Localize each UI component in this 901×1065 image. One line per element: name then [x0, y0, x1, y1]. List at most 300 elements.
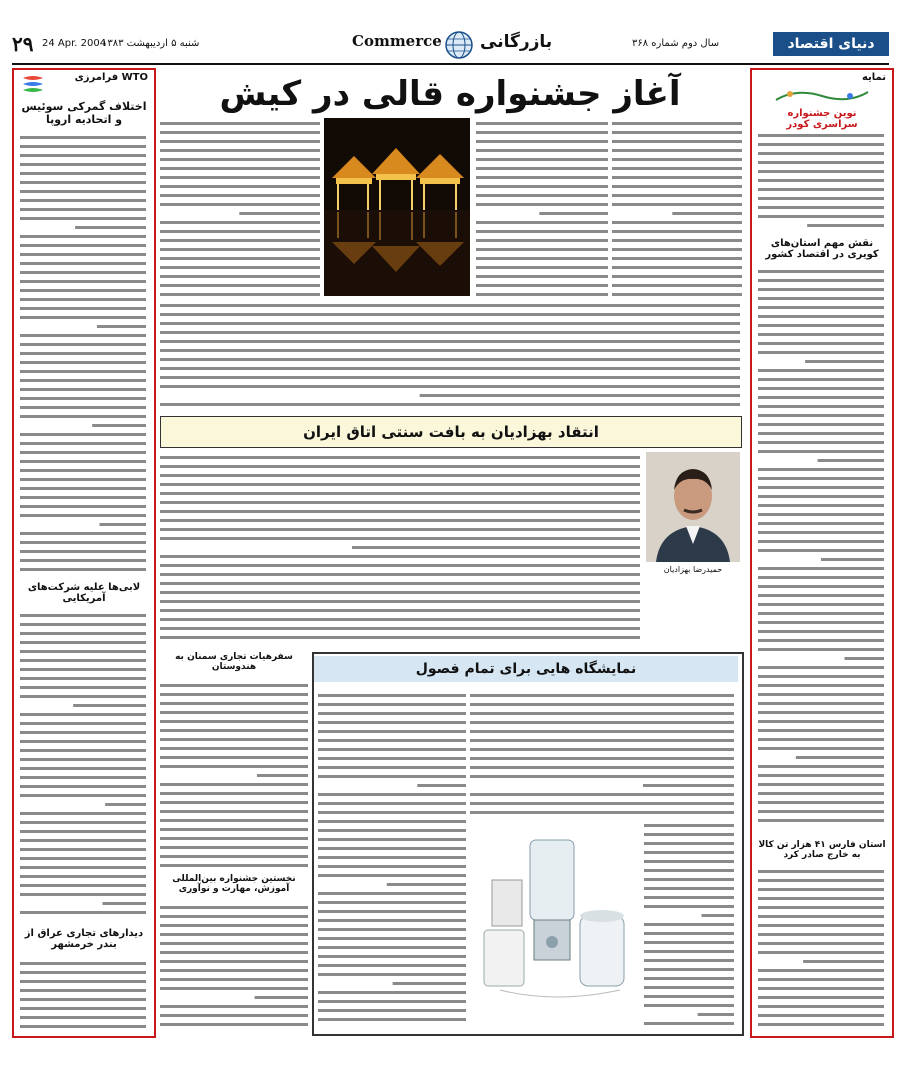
- text-line: [318, 793, 466, 796]
- text-line: [758, 675, 884, 678]
- text-line: [20, 136, 146, 139]
- column-headline: نخستین جشنواره بین‌المللی آموزش، مهارت و نوآوری: [172, 874, 296, 894]
- text-line: [318, 946, 466, 949]
- text-line: [160, 194, 320, 197]
- text-line: [20, 181, 146, 184]
- text-line: [318, 874, 466, 877]
- text-line: [20, 208, 146, 211]
- text-line: [160, 239, 320, 242]
- text-line: [318, 775, 466, 778]
- text-line: [257, 774, 308, 777]
- text-line: [20, 568, 146, 571]
- text-line: [758, 170, 884, 173]
- text-line: [612, 140, 742, 143]
- text-line: [612, 185, 742, 188]
- text-line: [476, 158, 608, 161]
- text-line: [20, 496, 146, 499]
- text-line: [20, 713, 146, 716]
- text-line: [420, 394, 740, 397]
- text-line: [758, 495, 884, 498]
- text-line: [758, 870, 884, 873]
- text-line: [807, 224, 884, 227]
- text-line: [20, 262, 146, 265]
- text-line: [758, 351, 884, 354]
- text-line: [318, 1018, 466, 1021]
- sidebar-headline: لابی‌ها علیه شرکت‌های آمریکایی: [27, 582, 141, 604]
- text-line: [476, 122, 608, 125]
- text-line: [644, 824, 734, 827]
- text-line: [20, 433, 146, 436]
- text-line: [758, 585, 884, 588]
- text-line: [758, 729, 884, 732]
- text-line: [160, 149, 320, 152]
- text-line: [20, 740, 146, 743]
- text-line: [160, 969, 308, 972]
- text-line: [20, 460, 146, 463]
- text-line: [758, 387, 884, 390]
- text-line: [758, 801, 884, 804]
- text-line: [758, 747, 884, 750]
- text-line: [160, 801, 308, 804]
- text-line: [818, 459, 884, 462]
- text-line: [318, 937, 466, 940]
- text-line: [470, 802, 734, 805]
- text-line: [160, 501, 640, 504]
- text-line: [20, 686, 146, 689]
- text-line: [470, 775, 734, 778]
- text-line: [318, 865, 466, 868]
- text-line: [470, 730, 734, 733]
- banner-graphic-icon: [770, 88, 874, 104]
- text-line: [758, 933, 884, 936]
- text-line: [160, 257, 320, 260]
- text-line: [160, 248, 320, 251]
- sidebar-headline: نقش مهم استان‌های کویری در اقتصاد کشور: [765, 238, 879, 260]
- text-line: [160, 702, 308, 705]
- text-line: [20, 821, 146, 824]
- text-line: [476, 257, 608, 260]
- text-line: [160, 693, 308, 696]
- text-line: [758, 1014, 884, 1017]
- text-line: [387, 883, 466, 886]
- text-line: [160, 158, 320, 161]
- text-line: [102, 902, 146, 905]
- text-line: [476, 248, 608, 251]
- text-line: [758, 774, 884, 777]
- right-sidebar: [750, 68, 894, 1038]
- text-line: [644, 905, 734, 908]
- text-line: [160, 313, 740, 316]
- text-line: [612, 239, 742, 242]
- text-line: [758, 576, 884, 579]
- text-line: [476, 149, 608, 152]
- text-line: [758, 504, 884, 507]
- text-line: [20, 812, 146, 815]
- text-line: [644, 959, 734, 962]
- text-line: [470, 739, 734, 742]
- text-line: [758, 486, 884, 489]
- text-line: [160, 828, 308, 831]
- text-line: [612, 284, 742, 287]
- text-line: [160, 474, 640, 477]
- text-line: [318, 1009, 466, 1012]
- text-line: [758, 188, 884, 191]
- text-line: [20, 677, 146, 680]
- text-line: [758, 432, 884, 435]
- text-line: [20, 343, 146, 346]
- text-line: [160, 555, 640, 558]
- text-line: [20, 397, 146, 400]
- sidebar-label: فرامرزی WTO: [74, 72, 148, 83]
- text-line: [20, 767, 146, 770]
- sidebar-label: نمایه: [861, 72, 886, 83]
- text-line: [476, 194, 608, 197]
- text-line: [476, 293, 608, 296]
- text-line: [758, 152, 884, 155]
- text-line: [758, 783, 884, 786]
- section-title-english: Commerce: [352, 32, 442, 50]
- text-line: [803, 960, 884, 963]
- text-line: [20, 884, 146, 887]
- text-line: [644, 860, 734, 863]
- text-line: [758, 888, 884, 891]
- text-line: [160, 747, 308, 750]
- text-line: [758, 161, 884, 164]
- text-line: [758, 378, 884, 381]
- body-text-block: [20, 610, 146, 920]
- text-line: [758, 897, 884, 900]
- text-line: [758, 414, 884, 417]
- text-line: [160, 275, 320, 278]
- text-line: [20, 487, 146, 490]
- text-line: [796, 756, 884, 759]
- text-line: [20, 298, 146, 301]
- text-line: [612, 266, 742, 269]
- text-line: [318, 712, 466, 715]
- text-line: [20, 352, 146, 355]
- text-line: [20, 749, 146, 752]
- body-text-block: [758, 866, 884, 1032]
- text-line: [160, 978, 308, 981]
- text-line: [758, 621, 884, 624]
- text-line: [758, 405, 884, 408]
- text-line: [160, 600, 640, 603]
- article-body: [160, 452, 640, 646]
- date-persian: شنبه ۵ اردیبهشت ۱۳۸۳: [102, 38, 200, 49]
- text-line: [758, 288, 884, 291]
- text-line: [160, 284, 320, 287]
- text-line: [20, 316, 146, 319]
- text-line: [758, 306, 884, 309]
- text-line: [160, 519, 640, 522]
- text-line: [160, 864, 308, 867]
- text-line: [160, 1023, 308, 1026]
- text-line: [758, 315, 884, 318]
- text-line: [160, 385, 740, 388]
- text-line: [758, 441, 884, 444]
- text-line: [758, 630, 884, 633]
- text-line: [20, 632, 146, 635]
- text-line: [318, 892, 466, 895]
- body-text-block: [758, 130, 884, 230]
- text-line: [644, 932, 734, 935]
- text-line: [758, 996, 884, 999]
- text-line: [160, 483, 640, 486]
- text-line: [160, 230, 320, 233]
- text-line: [758, 639, 884, 642]
- text-line: [160, 221, 320, 224]
- text-line: [160, 582, 640, 585]
- text-line: [20, 650, 146, 653]
- text-line: [97, 325, 146, 328]
- text-line: [612, 131, 742, 134]
- text-line: [20, 451, 146, 454]
- text-line: [160, 528, 640, 531]
- text-line: [470, 694, 734, 697]
- text-line: [20, 388, 146, 391]
- text-line: [758, 987, 884, 990]
- text-line: [758, 369, 884, 372]
- text-line: [758, 342, 884, 345]
- appliances-photo: [470, 820, 640, 1010]
- text-line: [758, 1023, 884, 1026]
- text-line: [758, 215, 884, 218]
- text-line: [20, 163, 146, 166]
- text-line: [644, 950, 734, 953]
- text-line: [20, 541, 146, 544]
- text-line: [318, 811, 466, 814]
- text-line: [318, 955, 466, 958]
- festival-night-photo: [324, 118, 470, 296]
- text-line: [702, 914, 734, 917]
- text-line: [612, 194, 742, 197]
- text-line: [75, 226, 146, 229]
- section-title-persian: بازرگانی: [480, 32, 553, 52]
- text-line: [644, 842, 734, 845]
- text-line: [20, 361, 146, 364]
- text-line: [20, 253, 146, 256]
- box-body-text: [644, 820, 734, 1026]
- text-line: [758, 206, 884, 209]
- text-line: [758, 738, 884, 741]
- text-line: [20, 307, 146, 310]
- text-line: [160, 756, 308, 759]
- text-line: [20, 550, 146, 553]
- text-line: [20, 370, 146, 373]
- text-line: [758, 915, 884, 918]
- text-line: [644, 1022, 734, 1025]
- banner-title: نوین جشنواره سراسری کودر: [786, 108, 858, 130]
- text-line: [20, 406, 146, 409]
- text-line: [20, 971, 146, 974]
- text-line: [160, 1005, 308, 1008]
- text-line: [758, 720, 884, 723]
- text-line: [758, 702, 884, 705]
- text-line: [99, 523, 146, 526]
- text-line: [160, 122, 320, 125]
- text-line: [758, 666, 884, 669]
- issue-info: سال دوم شماره ۳۶۸: [632, 38, 720, 49]
- newspaper-logo: دنیای اقتصاد: [773, 32, 889, 56]
- text-line: [644, 833, 734, 836]
- text-line: [644, 878, 734, 881]
- text-line: [160, 960, 308, 963]
- text-line: [160, 176, 320, 179]
- text-line: [417, 784, 466, 787]
- text-line: [758, 468, 884, 471]
- text-line: [160, 140, 320, 143]
- box-body-text: [318, 690, 466, 1026]
- text-line: [758, 765, 884, 768]
- text-line: [20, 911, 146, 914]
- text-line: [20, 334, 146, 337]
- text-line: [672, 212, 742, 215]
- text-line: [758, 197, 884, 200]
- text-line: [758, 540, 884, 543]
- text-line: [612, 275, 742, 278]
- text-line: [160, 564, 640, 567]
- page-number: ۲۹: [12, 32, 34, 56]
- text-line: [20, 839, 146, 842]
- text-line: [239, 212, 320, 215]
- text-line: [318, 748, 466, 751]
- text-line: [476, 230, 608, 233]
- text-line: [318, 1000, 466, 1003]
- text-line: [160, 837, 308, 840]
- text-line: [758, 969, 884, 972]
- text-line: [758, 711, 884, 714]
- text-line: [160, 810, 308, 813]
- text-line: [758, 978, 884, 981]
- text-line: [758, 134, 884, 137]
- text-line: [612, 230, 742, 233]
- text-line: [476, 203, 608, 206]
- text-line: [20, 379, 146, 382]
- text-line: [160, 636, 640, 639]
- box-headline: نمایشگاه هایی برای تمام فصول: [314, 656, 738, 682]
- text-line: [318, 964, 466, 967]
- text-line: [758, 531, 884, 534]
- text-line: [758, 450, 884, 453]
- text-line: [758, 513, 884, 516]
- text-line: [644, 851, 734, 854]
- text-line: [160, 322, 740, 325]
- text-line: [758, 693, 884, 696]
- text-line: [160, 792, 308, 795]
- text-line: [160, 367, 740, 370]
- text-line: [20, 1007, 146, 1010]
- text-line: [105, 803, 146, 806]
- body-text-block: [20, 958, 146, 1032]
- text-line: [470, 712, 734, 715]
- text-line: [758, 819, 884, 822]
- text-line: [318, 919, 466, 922]
- text-line: [644, 995, 734, 998]
- text-line: [318, 694, 466, 697]
- text-line: [20, 641, 146, 644]
- text-line: [160, 711, 308, 714]
- text-line: [476, 284, 608, 287]
- text-line: [160, 131, 320, 134]
- text-line: [20, 199, 146, 202]
- box-body-text: [470, 690, 734, 814]
- text-line: [20, 695, 146, 698]
- text-line: [160, 846, 308, 849]
- main-headline: آغاز جشنواره قالی در کیش: [219, 74, 681, 114]
- masthead-rule: [12, 63, 889, 65]
- text-line: [20, 217, 146, 220]
- text-line: [20, 1016, 146, 1019]
- text-line: [476, 185, 608, 188]
- text-line: [758, 477, 884, 480]
- text-line: [612, 158, 742, 161]
- text-line: [758, 684, 884, 687]
- text-line: [318, 838, 466, 841]
- text-line: [20, 875, 146, 878]
- article-column: [476, 118, 608, 296]
- text-line: [643, 784, 734, 787]
- article-body: [160, 680, 308, 870]
- text-line: [20, 722, 146, 725]
- text-line: [758, 594, 884, 597]
- text-line: [612, 293, 742, 296]
- article-body: [160, 902, 308, 1032]
- text-line: [20, 623, 146, 626]
- text-line: [20, 559, 146, 562]
- photo-caption: حمیدرضا بهزادیان: [663, 565, 723, 574]
- text-line: [644, 977, 734, 980]
- text-line: [160, 720, 308, 723]
- text-line: [758, 143, 884, 146]
- text-line: [20, 893, 146, 896]
- sidebar-headline: دیدارهای تجاری عراق از بندر خرمشهر: [24, 928, 144, 950]
- left-sidebar: [12, 68, 156, 1038]
- text-line: [476, 176, 608, 179]
- text-line: [160, 510, 640, 513]
- text-line: [160, 537, 640, 540]
- text-line: [758, 324, 884, 327]
- sidebar-headline: استان فارس ۴۱ هزار تن کالا به خارج صادر کرد: [758, 840, 886, 860]
- text-line: [20, 415, 146, 418]
- text-line: [20, 532, 146, 535]
- text-line: [160, 456, 640, 459]
- text-line: [160, 293, 320, 296]
- text-line: [20, 289, 146, 292]
- text-line: [470, 811, 734, 814]
- text-line: [476, 131, 608, 134]
- text-line: [20, 244, 146, 247]
- text-line: [20, 154, 146, 157]
- text-line: [318, 802, 466, 805]
- text-line: [470, 793, 734, 796]
- text-line: [20, 505, 146, 508]
- text-line: [318, 730, 466, 733]
- text-line: [160, 906, 308, 909]
- text-line: [160, 266, 320, 269]
- text-line: [476, 239, 608, 242]
- text-line: [644, 923, 734, 926]
- text-line: [20, 668, 146, 671]
- text-line: [160, 684, 308, 687]
- date-english: 24 Apr. 2004: [42, 38, 107, 49]
- text-line: [160, 167, 320, 170]
- text-line: [318, 703, 466, 706]
- text-line: [470, 766, 734, 769]
- text-line: [644, 986, 734, 989]
- text-line: [160, 358, 740, 361]
- text-line: [318, 991, 466, 994]
- masthead: [12, 30, 889, 64]
